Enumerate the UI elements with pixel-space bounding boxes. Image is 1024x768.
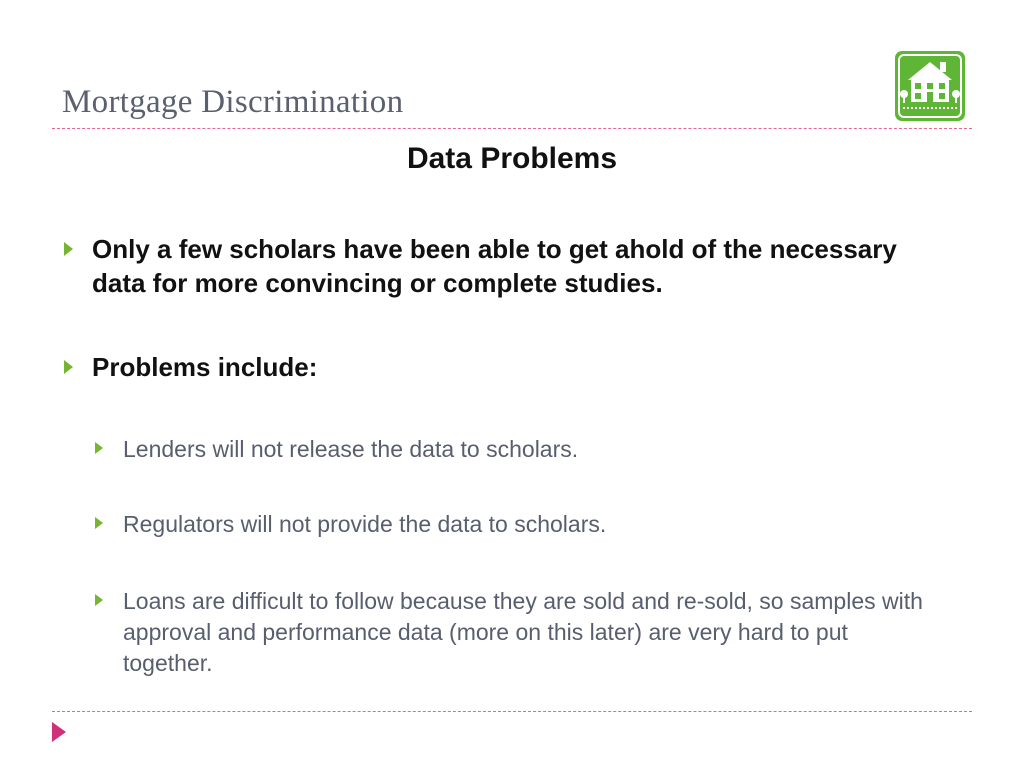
sub-bullet-arrow-icon: [95, 594, 103, 606]
slide-subtitle: Data Problems: [406, 142, 618, 175]
bullet-arrow-icon: [64, 360, 73, 374]
header-divider: [52, 128, 972, 129]
slide-title: Mortgage Discrimination: [62, 84, 404, 120]
bullet-text: Only a few scholars have been able to get ahold of the necessary data for more convincing or complete studies.: [92, 234, 897, 298]
sub-bullet-text: Loans are difficult to follow because they are sold and re-sold, so samples with approval and performance data (more on this later) are very hard to put together.: [123, 588, 923, 676]
sub-bullet-text: Regulators will not provide the data to scholars.: [123, 511, 607, 537]
next-slide-arrow-icon[interactable]: [52, 722, 66, 742]
bullet-text: Problems include:: [92, 352, 318, 382]
sub-bullet-arrow-icon: [95, 517, 103, 529]
bullet-arrow-icon: [64, 242, 73, 256]
sub-bullet-arrow-icon: [95, 442, 103, 454]
footer-divider: [52, 711, 972, 712]
sub-bullet-text: Lenders will not release the data to scholars.: [123, 436, 579, 462]
house-logo-icon: [894, 50, 966, 122]
